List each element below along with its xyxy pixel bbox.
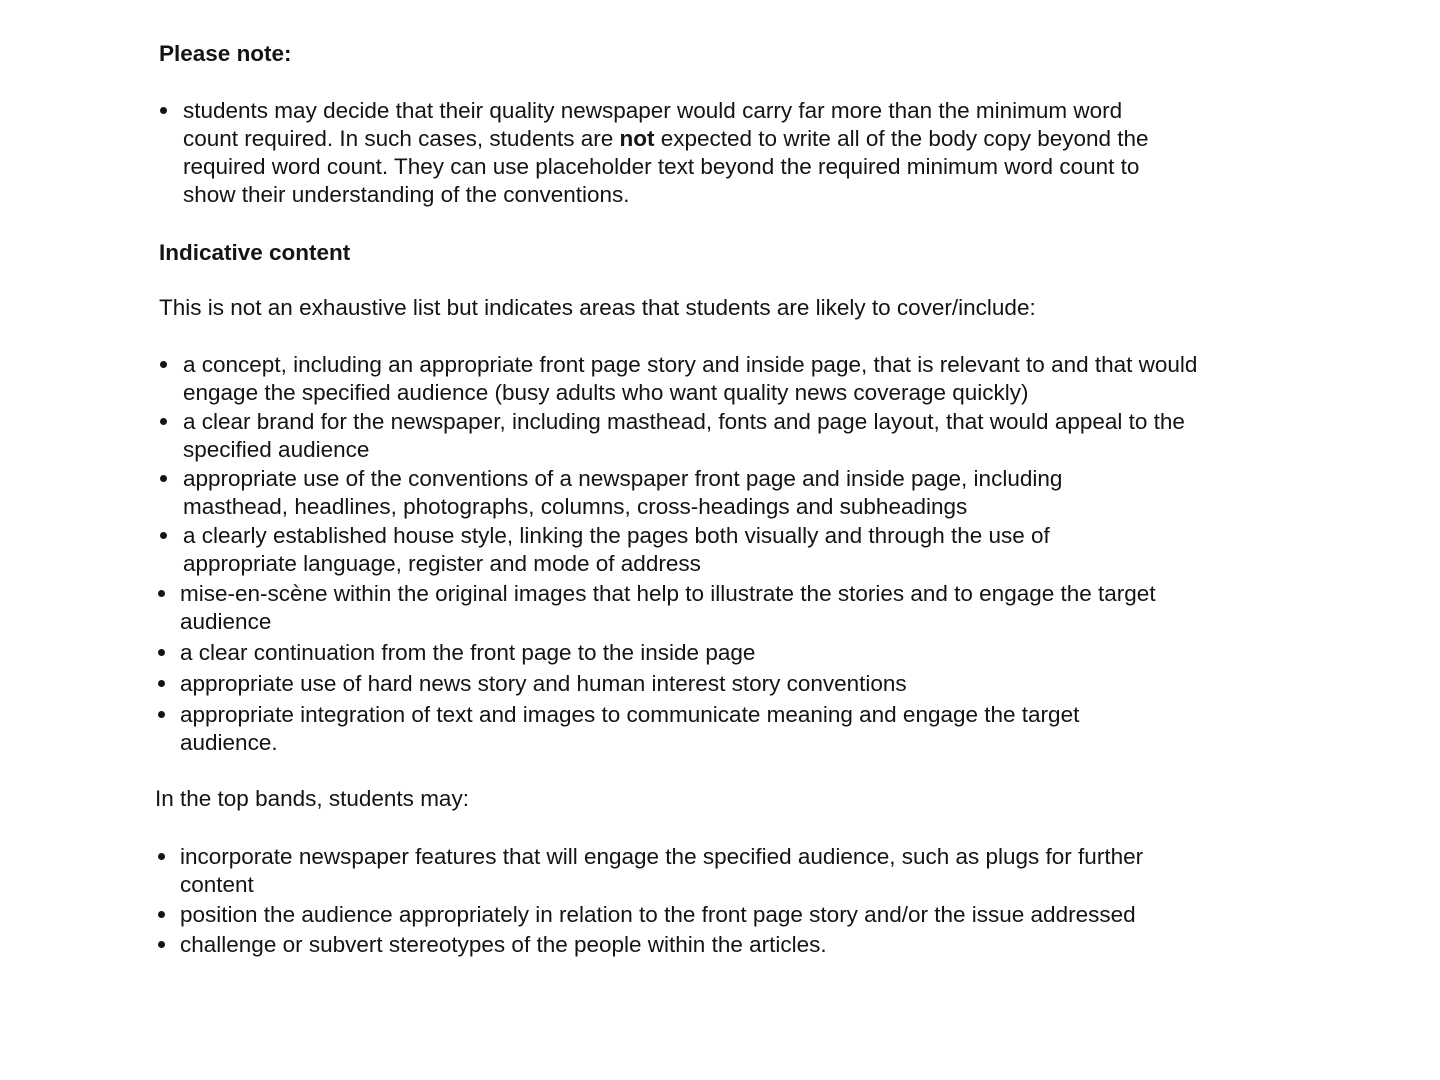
note-bullet-list xyxy=(183,97,1223,209)
list-item: challenge or subvert stereotypes of the people within the articles. xyxy=(180,931,1260,959)
note-text-start: students may decide that their quality newspaper would carry far more than the minimum word count required. In such cases, students are xyxy=(183,98,1123,151)
list-item: position the audience appropriately in relation to the front page story and/or the issue addressed xyxy=(180,901,1260,929)
list-item: a concept, including an appropriate front page story and inside page, that is relevant to and that would engage the specified audience (busy adults who want quality news coverage quickly) xyxy=(183,352,1198,405)
list-item: incorporate newspaper features that will engage the specified audience, such as plugs for further content xyxy=(180,843,1160,899)
note-text-bold: not xyxy=(619,126,655,151)
please-note-heading: Please note: xyxy=(159,41,292,66)
list-item: a clear brand for the newspaper, including masthead, fonts and page layout, that would appeal to the specified audience xyxy=(183,408,1198,464)
list-item: a clear continuation from the front page to the inside page xyxy=(180,639,1180,667)
top-bands-intro: In the top bands, students may: xyxy=(155,786,469,811)
indicative-content-heading: Indicative content xyxy=(159,240,351,265)
list-item: a clearly established house style, linking the pages both visually and through the use of appropriate language, register and mode of address xyxy=(183,522,1113,578)
note-text-end: expected to write all of the body copy beyond the required word count. They can use placeholder text beyond the required minimum word count to show their understanding of the conventions. xyxy=(183,126,1149,207)
list-item: appropriate integration of text and images to communicate meaning and engage the target audience. xyxy=(180,701,1170,757)
indicative-intro: This is not an exhaustive list but indicates areas that students are likely to cover/include: xyxy=(159,295,1036,320)
list-item: mise-en-scène within the original images that help to illustrate the stories and to engage the target audience xyxy=(180,580,1180,636)
list-item xyxy=(183,97,1183,209)
list-item: appropriate use of the conventions of a newspaper front page and inside page, including masthead, headlines, photographs, columns, cross-headings and subheadings xyxy=(183,465,1123,521)
indicative-list-continued xyxy=(180,580,1180,758)
top-bands-list xyxy=(180,843,1260,961)
indicative-list xyxy=(183,351,1198,581)
list-item: appropriate use of hard news story and human interest story conventions xyxy=(180,670,1180,698)
